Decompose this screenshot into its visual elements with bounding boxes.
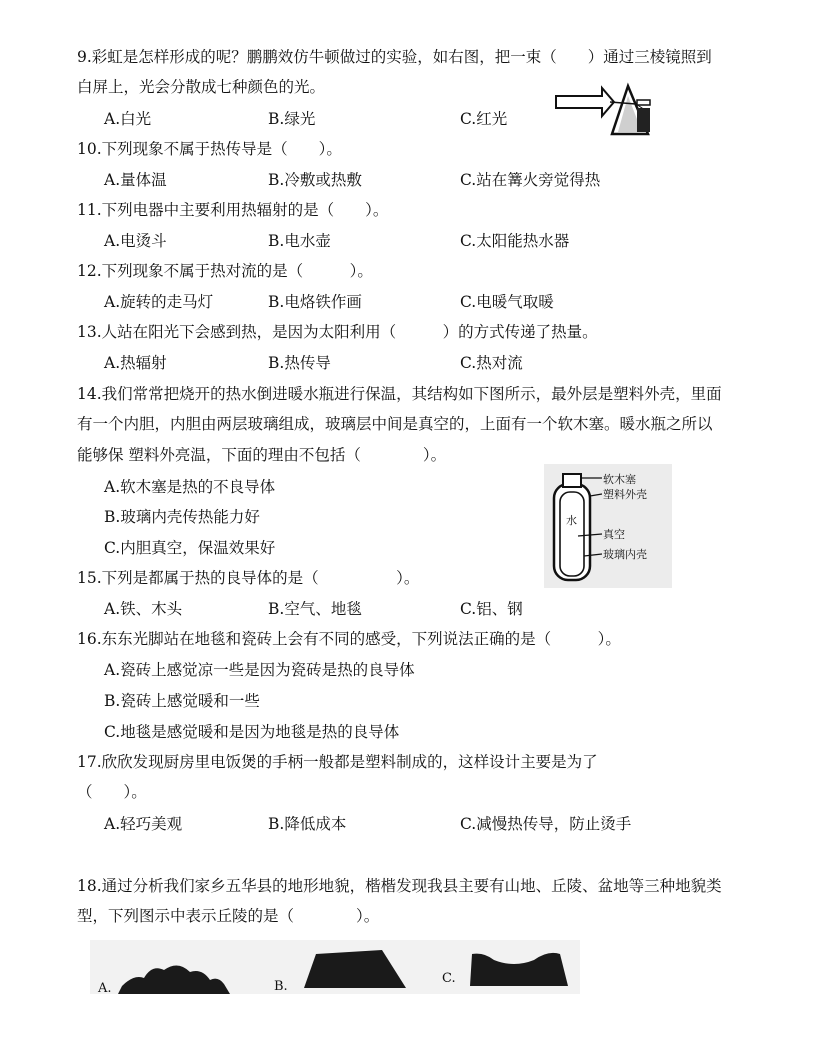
q18-stem-line2: 型，下列图示中表示丘陵的是（ ）。	[77, 907, 380, 925]
q14-stem-line2: 有一个内胆，内胆由两层玻璃组成，玻璃层中间是真空的，上面有一个软木塞。暖水瓶之所以	[77, 415, 713, 433]
q15-option-a[interactable]: A.铁、木头	[104, 600, 183, 618]
thermos-label-glass-shell: 玻璃内壳	[603, 548, 647, 561]
q17-option-a[interactable]: A.轻巧美观	[104, 815, 183, 833]
q10-stem: 10.下列现象不属于热传导是（ ）。	[77, 140, 342, 158]
q14-option-a[interactable]: A.软木塞是热的不良导体	[104, 478, 276, 496]
q9-stem-line2: 白屏上，光会分散成七种颜色的光。	[77, 78, 326, 96]
landform-label-b: B.	[274, 979, 288, 994]
thermos-label-cork: 软木塞	[603, 473, 636, 486]
q18-stem-line1: 18.通过分析我们家乡五华县的地形地貌，楷楷发现我县主要有山地、丘陵、盆地等三种地貌类	[77, 877, 722, 895]
q13-stem: 13.人站在阳光下会感到热，是因为太阳利用（ ）的方式传递了热量。	[77, 323, 598, 341]
q17-stem-line2: （ ）。	[77, 783, 147, 801]
q10-option-a[interactable]: A.量体温	[104, 171, 167, 189]
q16-option-b[interactable]: B.瓷砖上感觉暖和一些	[104, 692, 260, 710]
thermos-label-plastic-shell: 塑料外壳	[603, 488, 647, 501]
q16-option-a[interactable]: A.瓷砖上感觉凉一些是因为瓷砖是热的良导体	[104, 661, 415, 679]
q15-option-c[interactable]: C.铝、钢	[460, 600, 523, 618]
q12-option-a[interactable]: A.旋转的走马灯	[104, 293, 214, 311]
q14-option-c[interactable]: C.内胆真空，保温效果好	[104, 539, 276, 557]
thermos-label-water: 水	[566, 514, 577, 527]
q11-stem: 11.下列电器中主要利用热辐射的是（ ）。	[77, 201, 389, 219]
q12-option-b[interactable]: B.电烙铁作画	[268, 293, 362, 311]
q11-option-c[interactable]: C.太阳能热水器	[460, 232, 570, 250]
prism-experiment-figure	[552, 82, 652, 138]
q15-option-b[interactable]: B.空气、地毯	[268, 600, 362, 618]
q13-option-b[interactable]: B.热传导	[268, 354, 331, 372]
q16-option-c[interactable]: C.地毯是感觉暖和是因为地毯是热的良导体	[104, 723, 400, 741]
q12-option-c[interactable]: C.电暖气取暖	[460, 293, 554, 311]
q17-option-b[interactable]: B.降低成本	[268, 815, 347, 833]
q14-stem-line1: 14.我们常常把烧开的热水倒进暖水瓶进行保温，其结构如下图所示，最外层是塑料外壳，里面	[77, 385, 722, 403]
q9-stem-line1: 9.彩虹是怎样形成的呢？鹏鹏效仿牛顿做过的实验，如右图，把一束（ ）通过三棱镜照到	[77, 48, 712, 66]
q11-option-b[interactable]: B.电水壶	[268, 232, 331, 250]
q11-option-a[interactable]: A.电烫斗	[104, 232, 167, 250]
q13-option-c[interactable]: C.热对流	[460, 354, 523, 372]
landform-label-c: C.	[442, 971, 456, 986]
q12-stem: 12.下列现象不属于热对流的是（ ）。	[77, 262, 373, 280]
q10-option-c[interactable]: C.站在篝火旁觉得热	[460, 171, 601, 189]
q15-stem: 15.下列是都属于热的良导体的是（ ）。	[77, 569, 420, 587]
q17-option-c[interactable]: C.减慢热传导，防止烫手	[460, 815, 632, 833]
q9-option-a[interactable]: A.白光	[104, 110, 152, 128]
q14-option-b[interactable]: B.玻璃内壳传热能力好	[104, 508, 260, 526]
landform-figures	[90, 940, 580, 1002]
q9-option-b[interactable]: B.绿光	[268, 110, 316, 128]
thermos-diagram	[544, 464, 672, 588]
q9-option-c[interactable]: C.红光	[460, 110, 508, 128]
q10-option-b[interactable]: B.冷敷或热敷	[268, 171, 362, 189]
q17-stem-line1: 17.欣欣发现厨房里电饭煲的手柄一般都是塑料制成的，这样设计主要是为了	[77, 753, 598, 771]
q16-stem: 16.东东光脚站在地毯和瓷砖上会有不同的感受，下列说法正确的是（ ）。	[77, 630, 621, 648]
q14-stem-line3: 能够保 塑料外亮温，下面的理由不包括（ ）。	[77, 446, 447, 464]
landform-label-a: A.	[98, 981, 112, 996]
thermos-label-vacuum: 真空	[603, 528, 625, 541]
q13-option-a[interactable]: A.热辐射	[104, 354, 167, 372]
